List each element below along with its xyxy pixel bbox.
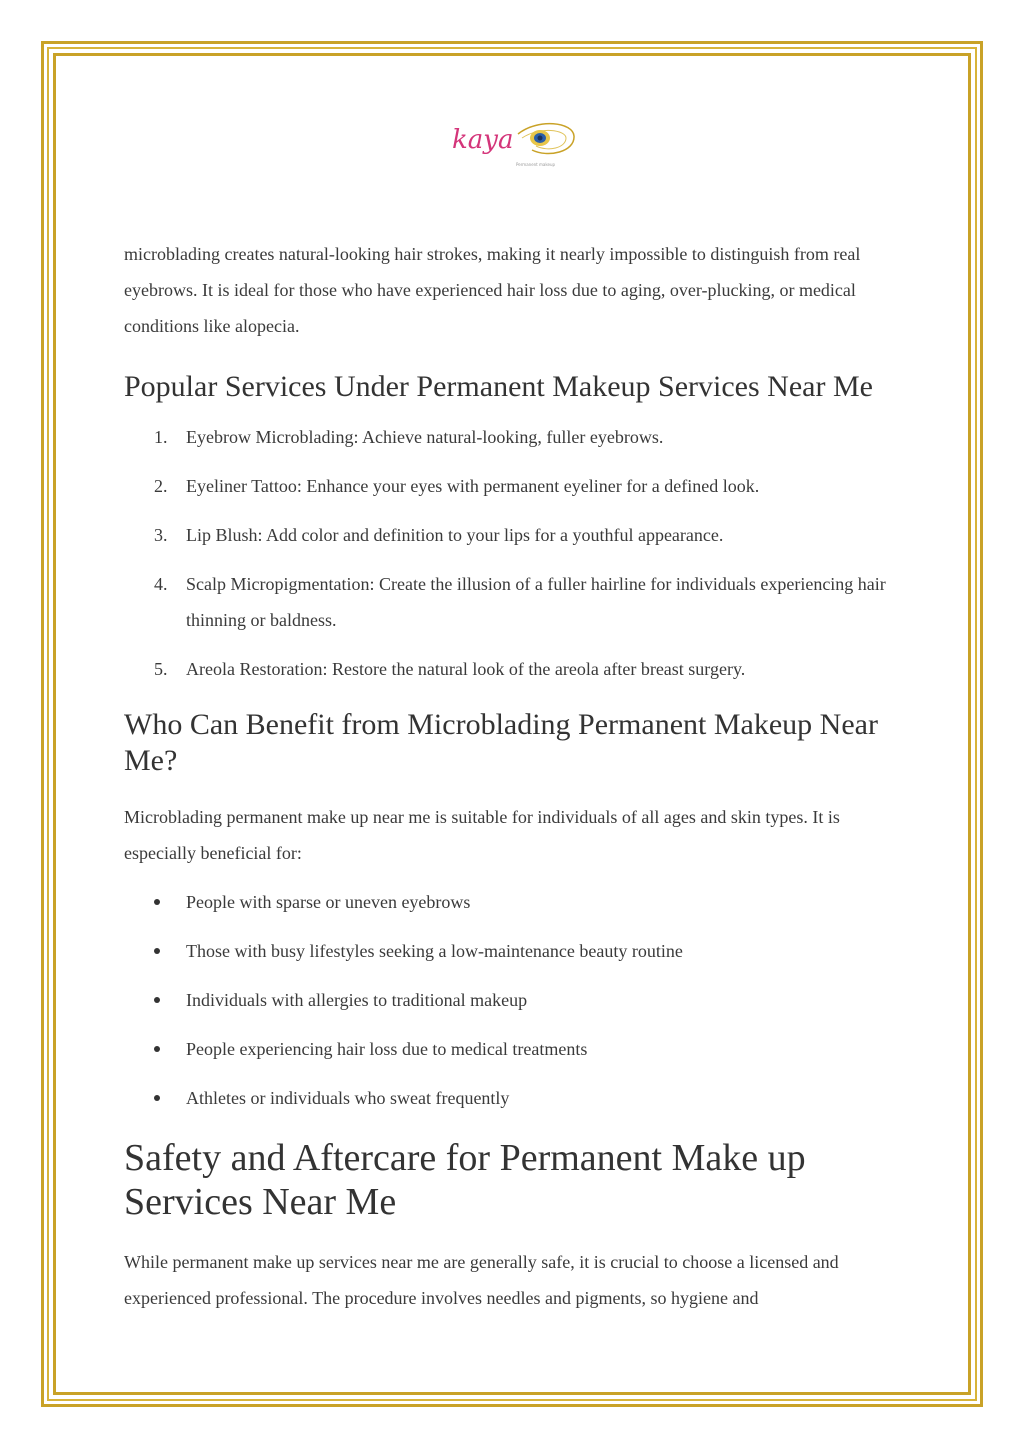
safety-heading: Safety and Aftercare for Permanent Make up Services Near Me [124,1137,806,1223]
list-item-text: Scalp Micropigmentation: Create the illusion of a fuller hairline for individuals experiencing hair thinning or baldness. [186,574,886,630]
kaya-logo [448,116,578,172]
list-item [124,1031,904,1067]
list-item [124,982,904,1018]
services-list [124,419,904,687]
list-item [124,1080,904,1116]
list-item-text: Those with busy lifestyles seeking a low-maintenance beauty routine [186,941,683,961]
page-content [124,236,904,1316]
list-item [124,517,904,553]
list-item-text: Eyebrow Microblading: Achieve natural-looking, fuller eyebrows. [186,427,664,447]
list-item-text: People with sparse or uneven eyebrows [186,892,471,912]
list-item [124,468,904,504]
bullet-icon [154,948,160,954]
benefit-paragraph: Microblading permanent make up near me is suitable for individuals of all ages and skin types. It is especially beneficial for: [124,807,840,863]
list-number: 5. [154,659,168,679]
list-item-text: Lip Blush: Add color and definition to your lips for a youthful appearance. [186,525,724,545]
logo-tagline: Permanent makeup [516,162,556,167]
list-item [124,884,904,920]
list-item [124,566,904,638]
list-item [124,651,904,687]
list-item-text: Athletes or individuals who sweat frequently [186,1088,510,1108]
list-item-text: People experiencing hair loss due to medical treatments [186,1039,588,1059]
list-item-text: Individuals with allergies to traditional makeup [186,990,528,1010]
bullet-icon [154,1095,160,1101]
logo-wordmark: kaya [452,125,514,155]
peacock-eye-icon [538,136,543,141]
list-item [124,933,904,969]
safety-paragraph: While permanent make up services near me are generally safe, it is crucial to choose a licensed and experienced professional. The procedure involves needles and pigments, so hygiene and [124,1252,839,1308]
list-number: 4. [154,574,168,594]
bullet-icon [154,1046,160,1052]
services-heading: Popular Services Under Permanent Makeup Services Near Me [124,370,873,403]
benefit-heading: Who Can Benefit from Microblading Permanent Makeup Near Me? [124,708,878,777]
benefits-list [124,884,904,1116]
list-number: 3. [154,525,168,545]
list-number: 2. [154,476,168,496]
list-number: 1. [154,427,168,447]
list-item-text: Eyeliner Tattoo: Enhance your eyes with permanent eyeliner for a defined look. [186,476,760,496]
list-item [124,419,904,455]
bullet-icon [154,997,160,1003]
bullet-icon [154,899,160,905]
list-item-text: Areola Restoration: Restore the natural look of the areola after breast surgery. [186,659,746,679]
intro-paragraph: microblading creates natural-looking hair strokes, making it nearly impossible to distinguish from real eyebrows. It is ideal for those who have experienced hair loss due to aging, over-plucking, or medical conditions like alopecia. [124,244,861,336]
